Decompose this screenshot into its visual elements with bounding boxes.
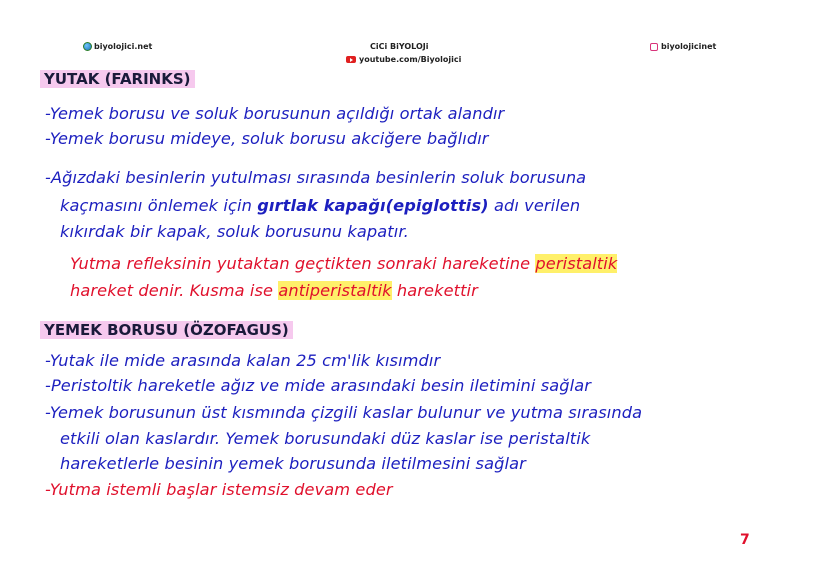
s1-line-4-end: adı verilen	[493, 196, 581, 215]
s1-line-3: -Ağızdaki besinlerin yutulması sırasında besinlerin soluk borusuna	[45, 168, 587, 187]
header-center-title: CiCi BiYOLOJi	[370, 42, 429, 51]
s1-line-2: -Yemek borusu mideye, soluk borusu akciğere bağlıdır	[45, 129, 489, 148]
s2-line-3: -Yemek borusunun üst kısmında çizgili kaslar bulunur ve yutma sırasında	[45, 403, 643, 422]
s1-red-line-1	[70, 254, 617, 273]
s1-red-2-text: hareket denir. Kusma ise	[70, 281, 274, 300]
s1-line-5: kıkırdak bir kapak, soluk borusunu kapatır.	[60, 222, 409, 241]
s2-line-4: etkili olan kaslardır. Yemek borusundaki düz kaslar ise peristaltik	[60, 429, 591, 448]
s2-line-1: -Yutak ile mide arasında kalan 25 cm'lik kısımdır	[45, 351, 441, 370]
s1-red-2-end: harekettir	[396, 281, 478, 300]
header-left	[83, 42, 152, 51]
s1-line-4-start: kaçmasını önlemek için	[60, 196, 252, 215]
s1-red-line-2	[70, 281, 478, 300]
antiperistaltik-term: antiperistaltik	[278, 281, 392, 300]
header-center-sub	[346, 55, 461, 64]
instagram-icon	[650, 43, 658, 51]
s1-red-1-text: Yutma refleksinin yutaktan geçtikten sonraki hareketine	[70, 254, 531, 273]
page-number: 7	[740, 532, 750, 548]
peristaltik-term: peristaltik	[535, 254, 618, 273]
youtube-icon	[346, 56, 356, 63]
header-right	[650, 42, 716, 51]
youtube-url: youtube.com/Biyolojici	[359, 55, 462, 64]
s2-line-5: hareketlerle besinin yemek borusunda iletilmesini sağlar	[60, 454, 526, 473]
epiglottis-term: gırtlak kapağı(epiglottis)	[257, 196, 489, 215]
s2-red-line: -Yutma istemli başlar istemsiz devam eder	[45, 480, 393, 499]
globe-icon	[83, 42, 92, 51]
site-name: biyolojici.net	[94, 42, 153, 51]
s1-line-4	[60, 196, 580, 215]
section1-title: YUTAK (FARINKS)	[40, 70, 195, 88]
instagram-handle: biyolojicinet	[661, 42, 717, 51]
s2-line-2: -Peristoltik hareketle ağız ve mide arasındaki besin iletimini sağlar	[45, 376, 592, 395]
s1-line-1: -Yemek borusu ve soluk borusunun açıldığı ortak alandır	[45, 104, 505, 123]
section2-title: YEMEK BORUSU (ÖZOFAGUS)	[40, 321, 293, 339]
